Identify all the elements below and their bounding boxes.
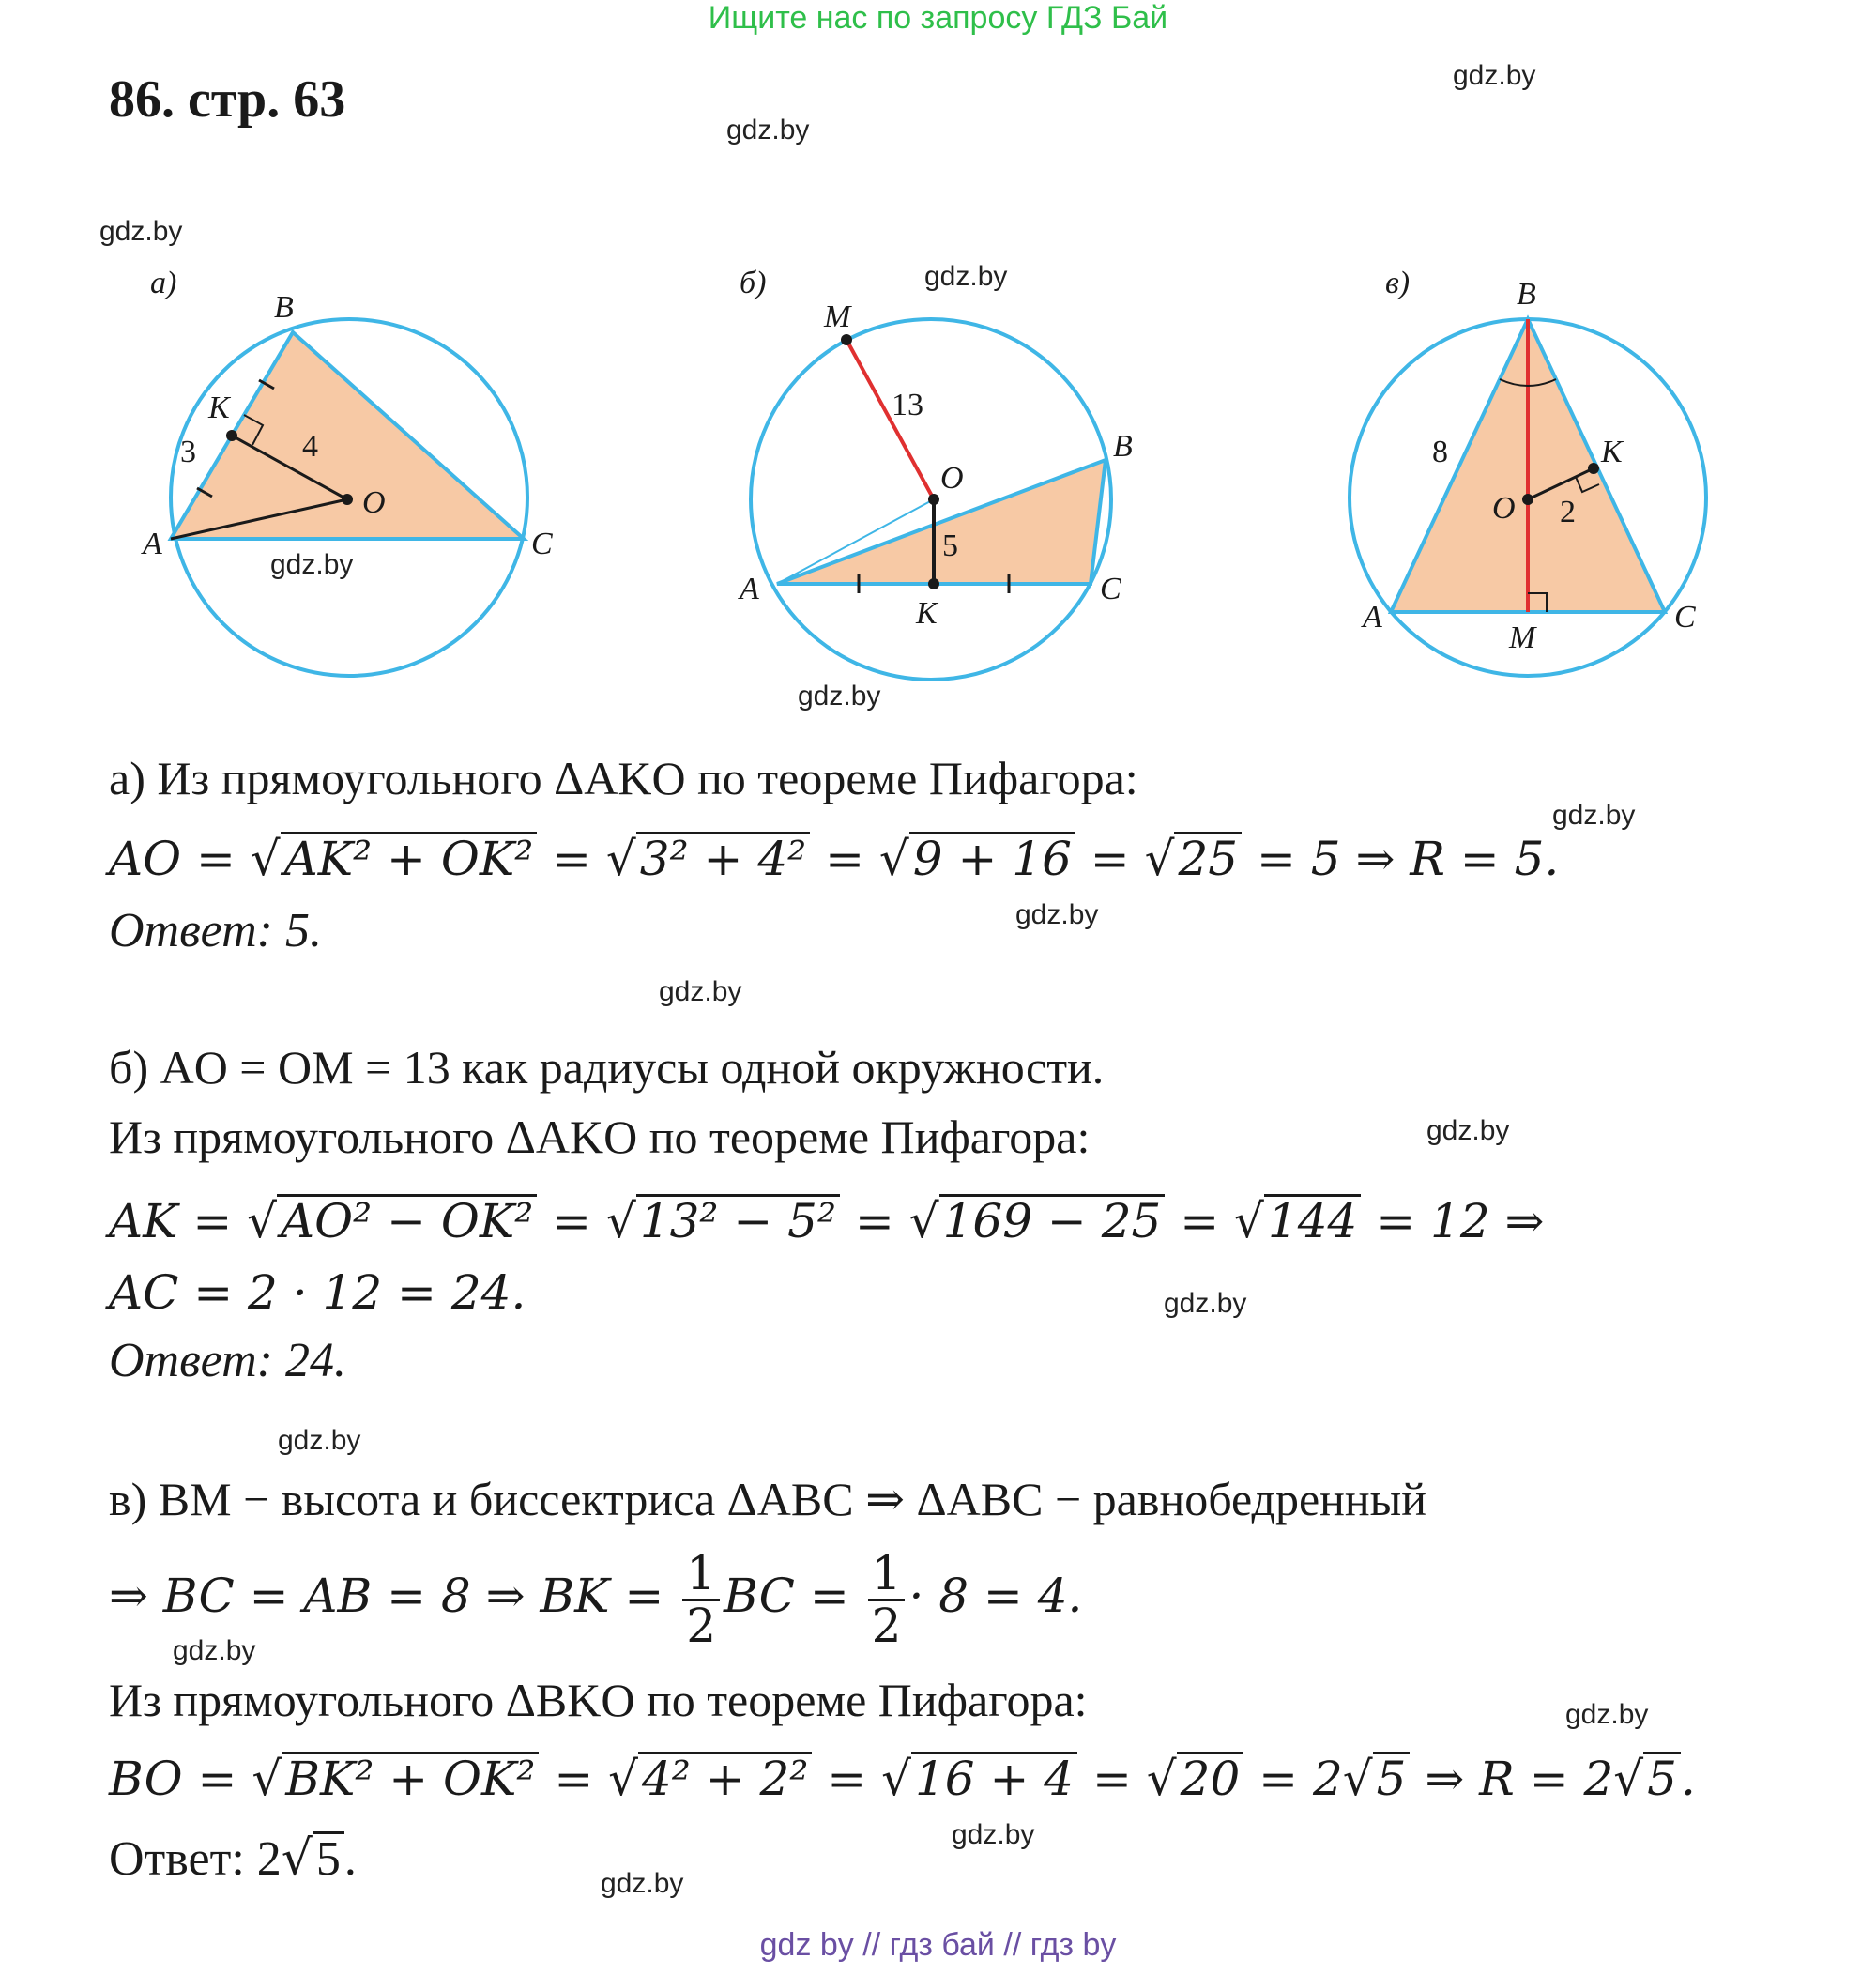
label-b: B — [1517, 277, 1536, 312]
watermark: gdz.by — [1565, 1699, 1649, 1730]
radicand: AK² + OK² — [281, 832, 538, 884]
denominator: 2 — [871, 1598, 902, 1653]
radicand: 5 — [1373, 1752, 1411, 1804]
fraction — [868, 1546, 906, 1653]
point-k — [226, 430, 237, 441]
radicand: 169 − 25 — [939, 1194, 1166, 1247]
label-o: O — [1492, 491, 1516, 526]
watermark: gdz.by — [601, 1868, 684, 1899]
label-k: K — [1601, 435, 1623, 469]
label-c: C — [1100, 572, 1121, 606]
label-k: K — [916, 596, 938, 631]
sqrt-sign: √ — [1146, 1752, 1177, 1806]
formula-part: = — [537, 832, 606, 886]
sqrt-sign: √ — [908, 1194, 939, 1248]
sqrt-sign: √ — [1234, 1194, 1264, 1248]
sqrt-sign: √ — [1144, 832, 1175, 886]
label-a: A — [1363, 600, 1382, 635]
formula-part: BC = — [724, 1569, 864, 1623]
watermark: gdz.by — [1015, 899, 1099, 930]
label-b: B — [274, 290, 294, 325]
formula-part: = 2 — [1243, 1752, 1343, 1806]
triangle-abc — [171, 332, 524, 539]
page-title: 86. стр. 63 — [109, 70, 346, 129]
formula-part: = — [840, 1194, 909, 1248]
formula-part: . — [1680, 1752, 1696, 1806]
solution-b-formula2: AC = 2 · 12 = 24. — [109, 1265, 526, 1320]
formula-part: AK = — [109, 1194, 248, 1248]
formula-part: = — [537, 1194, 606, 1248]
solution-b-answer: Ответ: 24. — [109, 1334, 346, 1387]
figure-a — [131, 263, 582, 695]
label-k: K — [208, 390, 230, 425]
figure-tag: в) — [1385, 266, 1411, 300]
sqrt-sign: √ — [250, 832, 281, 886]
solution-a-formula — [109, 832, 1559, 886]
formula-part: · 8 = 4. — [908, 1569, 1083, 1623]
solution-b-intro: б) AO = OM = 13 как радиусы одной окружности. — [109, 1041, 1105, 1094]
radicand: 16 + 4 — [911, 1752, 1077, 1804]
formula-part: AO = — [109, 832, 251, 886]
watermark: gdz.by — [1552, 800, 1636, 831]
label-a: A — [740, 572, 759, 606]
watermark: gdz.by — [952, 1819, 1035, 1850]
label-o: O — [362, 485, 386, 520]
answer-text: . — [343, 1832, 357, 1886]
solution-b-intro2: Из прямоугольного ΔAKO по теореме Пифагора: — [109, 1110, 1091, 1163]
solution-c-answer — [109, 1830, 357, 1887]
label-o: O — [940, 461, 964, 496]
point-o — [928, 494, 939, 505]
label-length-4: 4 — [302, 429, 318, 464]
formula-part: = 12 ⇒ — [1361, 1194, 1545, 1248]
watermark: gdz.by — [924, 261, 1008, 292]
sqrt-sign: √ — [247, 1194, 278, 1248]
sqrt-sign: √ — [252, 1752, 282, 1806]
point-m — [841, 334, 852, 345]
point-k — [1588, 463, 1599, 474]
solution-a-intro: а) Из прямоугольного ΔAKO по теореме Пифагора: — [109, 752, 1138, 804]
radicand: 9 + 16 — [909, 832, 1075, 884]
solution-c-intro2: Из прямоугольного ΔBKO по теореме Пифагора: — [109, 1674, 1088, 1726]
radicand: 144 — [1264, 1194, 1361, 1247]
watermark: gdz.by — [173, 1635, 256, 1666]
formula-part: = — [1165, 1194, 1235, 1248]
formula-part: = — [812, 1752, 882, 1806]
sqrt-sign: √ — [605, 1194, 636, 1248]
solution-b-formula — [109, 1194, 1544, 1248]
formula-part: = 5 ⇒ R = 5. — [1242, 832, 1560, 886]
radicand: 25 — [1174, 832, 1242, 884]
watermark: gdz.by — [1453, 60, 1536, 91]
sqrt-sign: √ — [881, 1752, 911, 1806]
formula-part: ⇒ BC = AB = 8 ⇒ BK = — [109, 1569, 679, 1623]
label-length-2: 2 — [1560, 495, 1576, 529]
figure-tag: а) — [150, 266, 177, 300]
label-a: A — [143, 527, 162, 561]
radicand: 5 — [1643, 1752, 1681, 1804]
point-k — [928, 578, 939, 589]
sqrt-sign: √ — [605, 832, 636, 886]
radicand: AO² − OK² — [277, 1194, 537, 1247]
solution-c-formula2 — [109, 1752, 1696, 1806]
sqrt-sign: √ — [281, 1830, 313, 1887]
footer-links[interactable]: gdz by // гдз бай // гдз by — [759, 1927, 1117, 1963]
label-b: B — [1113, 429, 1133, 464]
label-c: C — [1674, 600, 1696, 635]
formula-part: BO = — [109, 1752, 252, 1806]
label-length-13: 13 — [892, 388, 923, 422]
formula-part: = — [810, 832, 879, 886]
watermark: gdz.by — [726, 115, 810, 145]
solution-c-intro: в) BM − высота и биссектриса ΔABC ⇒ ΔABC − равнобедренный — [109, 1473, 1427, 1525]
label-length-3: 3 — [180, 435, 196, 469]
formula-part: = — [1077, 1752, 1147, 1806]
radicand: BK² + OK² — [282, 1752, 539, 1804]
watermark: gdz.by — [270, 549, 354, 580]
fraction — [682, 1546, 720, 1653]
label-length-8: 8 — [1432, 435, 1448, 469]
label-m: M — [1509, 620, 1536, 655]
formula-part: ⇒ R = 2 — [1410, 1752, 1614, 1806]
formula-part: = — [1075, 832, 1145, 886]
watermark: gdz.by — [1426, 1115, 1510, 1146]
label-length-5: 5 — [942, 528, 958, 563]
radicand: 20 — [1177, 1752, 1244, 1804]
figure-c — [1333, 263, 1727, 695]
numerator: 1 — [682, 1549, 720, 1601]
sqrt-sign: √ — [1613, 1752, 1644, 1806]
sqrt-sign: √ — [608, 1752, 638, 1806]
denominator: 2 — [686, 1598, 717, 1653]
point-o — [1522, 494, 1533, 505]
watermark: gdz.by — [278, 1425, 361, 1456]
point-o — [342, 494, 353, 505]
answer-text: Ответ: 2 — [109, 1832, 282, 1886]
watermark: gdz.by — [1164, 1288, 1247, 1319]
figure-b — [723, 263, 1154, 695]
figure-tag: б) — [740, 266, 767, 300]
watermark: gdz.by — [99, 216, 183, 247]
formula-part: = — [539, 1752, 609, 1806]
radicand: 3² + 4² — [636, 832, 810, 884]
watermark: gdz.by — [659, 976, 742, 1007]
watermark: gdz.by — [798, 681, 881, 712]
solution-a-answer: Ответ: 5. — [109, 904, 322, 957]
label-m: M — [824, 299, 851, 334]
radicand: 13² − 5² — [636, 1194, 840, 1247]
sqrt-sign: √ — [1342, 1752, 1373, 1806]
numerator: 1 — [868, 1549, 906, 1601]
radicand: 4² + 2² — [638, 1752, 812, 1804]
radicand: 5 — [313, 1831, 344, 1886]
label-c: C — [531, 527, 553, 561]
sqrt-sign: √ — [878, 832, 909, 886]
search-banner: Ищите нас по запросу ГДЗ Бай — [708, 0, 1168, 36]
